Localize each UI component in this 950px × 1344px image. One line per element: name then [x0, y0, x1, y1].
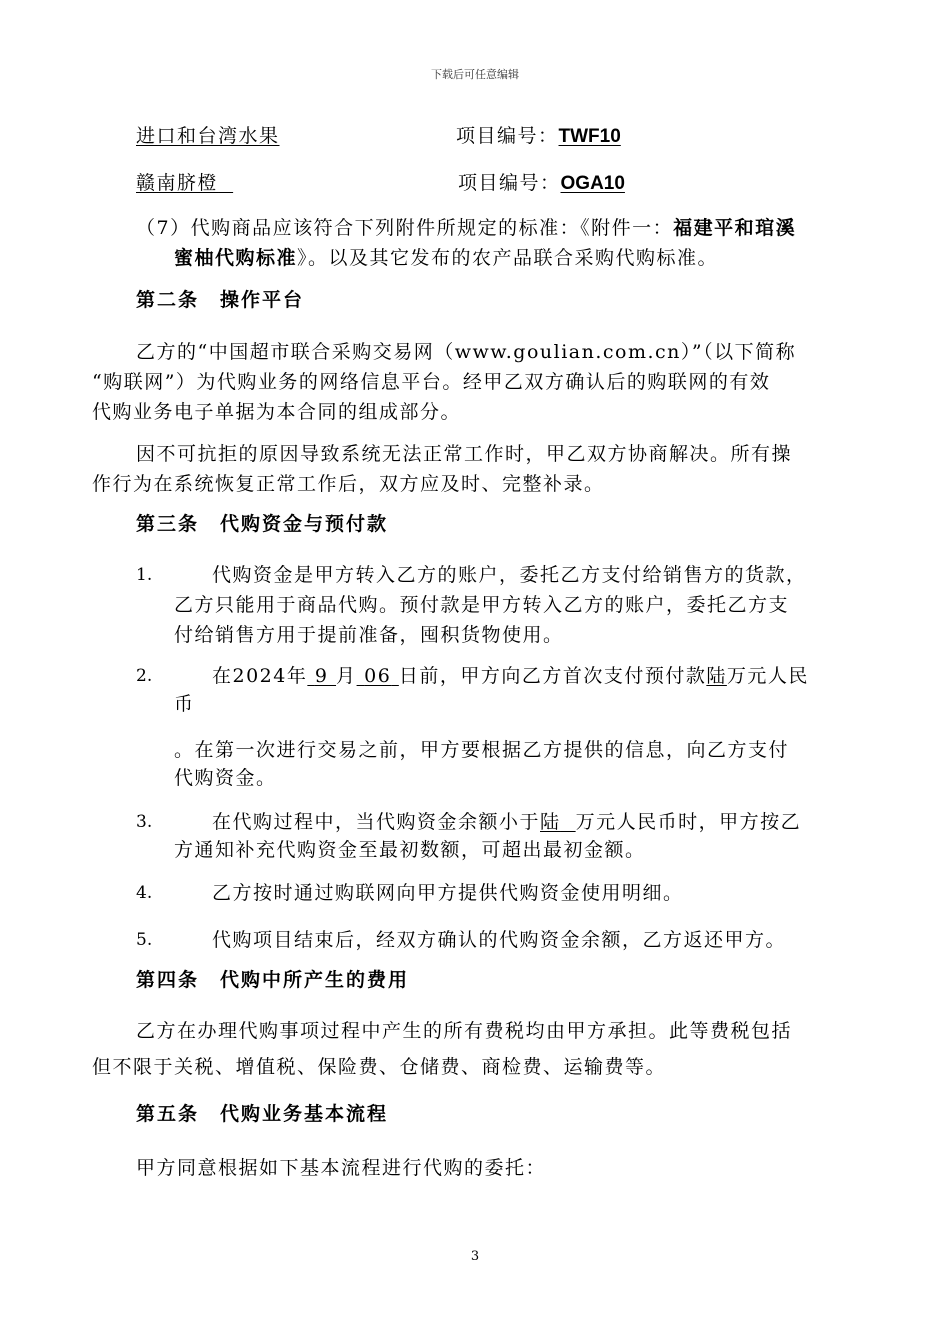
article2-heading: 第二条 操作平台	[136, 290, 305, 311]
item4-number: 4.	[136, 883, 153, 903]
item1-line1: 代购资金是甲方转入乙方的账户，委托乙方支付给销售方的货款，	[212, 564, 807, 586]
article2-p1-line3: 代购业务电子单据为本合同的组成部分。	[92, 401, 462, 423]
article4-heading: 第四条 代购中所产生的费用	[136, 970, 410, 991]
item2-number: 2.	[136, 666, 153, 686]
item2-line1: 在2024年 9 月 06 日前，甲方向乙方首次支付预付款陆万元人民	[212, 665, 809, 687]
article2-p2-line2: 作行为在系统恢复正常工作后，双方应及时、完整补录。	[92, 473, 605, 495]
item5-number: 5.	[136, 930, 153, 950]
item4-line1: 乙方按时通过购联网向甲方提供代购资金使用明细。	[212, 882, 684, 904]
project-code-2: 项目编号：OGA10	[458, 172, 625, 194]
item1-line3: 付给销售方用于提前准备，囤积货物使用。	[174, 624, 564, 646]
clause7-line2: 蜜柚代购标准》。以及其它发布的农产品联合采购代购标准。	[174, 247, 719, 269]
item5-line1: 代购项目结束后，经双方确认的代购资金余额，乙方返还甲方。	[212, 929, 787, 951]
article4-line1: 乙方在办理代购事项过程中产生的所有费税均由甲方承担。此等费税包括	[136, 1020, 793, 1042]
header-note: 下载后可任意编辑	[431, 68, 519, 81]
item3-line1: 在代购过程中，当代购资金余额小于陆 万元人民币时，甲方按乙	[212, 811, 802, 833]
article5-heading: 第五条 代购业务基本流程	[136, 1104, 389, 1125]
page-number: 3	[470, 1249, 480, 1264]
item3-number: 3.	[136, 812, 153, 832]
project-name-1: 进口和台湾水果	[136, 125, 280, 147]
article2-p1-line2: “购联网”）为代购业务的网络信息平台。经甲乙双方确认后的购联网的有效	[92, 371, 771, 393]
item2-line2: 币	[174, 693, 195, 715]
clause7-line1: （7）代购商品应该符合下列附件所规定的标准：《附件一：福建平和琯溪	[136, 217, 797, 239]
project-code-1: 项目编号：TWF10	[456, 125, 621, 147]
item2-line4: 代购资金。	[174, 767, 277, 789]
item1-line2: 乙方只能用于商品代购。预付款是甲方转入乙方的账户，委托乙方支	[174, 594, 790, 616]
article2-p2-line1: 因不可抗拒的原因导致系统无法正常工作时，甲乙双方协商解决。所有操	[136, 443, 793, 465]
article4-line2: 但不限于关税、增值税、保险费、仓储费、商检费、运输费等。	[92, 1056, 667, 1078]
article3-heading: 第三条 代购资金与预付款	[136, 514, 389, 535]
project-name-2: 赣南脐橙	[136, 172, 219, 194]
item1-number: 1.	[136, 565, 153, 585]
article5-line1: 甲方同意根据如下基本流程进行代购的委托：	[136, 1157, 547, 1179]
item2-line3: 。在第一次进行交易之前，甲方要根据乙方提供的信息，向乙方支付	[174, 739, 790, 761]
item3-line2: 方通知补充代购资金至最初数额，可超出最初金额。	[174, 839, 646, 861]
article2-p1-line1: 乙方的“中国超市联合采购交易网（www.goulian.com.cn）”（以下简称	[136, 341, 797, 363]
